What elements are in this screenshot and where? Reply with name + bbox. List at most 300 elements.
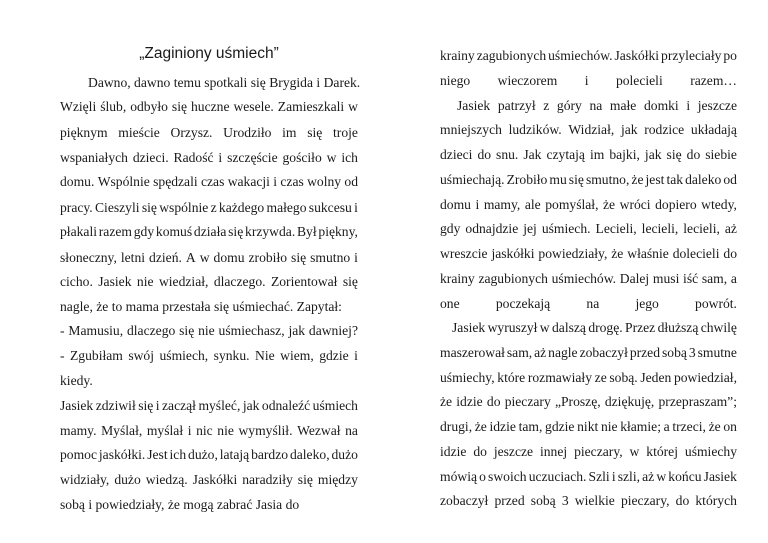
word: Zrobiło xyxy=(506,172,548,187)
word: w xyxy=(326,150,337,165)
word: na xyxy=(586,296,600,311)
word: idzie xyxy=(489,419,516,434)
word: i xyxy=(611,469,616,484)
word: dłuższą xyxy=(657,320,699,335)
word: im xyxy=(282,125,297,140)
word: jak xyxy=(620,122,638,137)
word: działa xyxy=(193,224,227,239)
text-line xyxy=(440,72,737,90)
word: mniejszych xyxy=(440,122,502,137)
word: się xyxy=(171,99,188,114)
word: czas xyxy=(280,174,304,189)
word: uśmiechów. xyxy=(548,48,613,63)
word: dzieci. xyxy=(132,150,169,165)
word: dzień. xyxy=(149,250,182,265)
word: przyleciały xyxy=(661,48,722,63)
word: piękny, xyxy=(318,224,358,239)
text-line xyxy=(452,319,737,337)
word: każdego xyxy=(218,200,265,215)
word: dalszą xyxy=(551,320,586,335)
text-line xyxy=(60,98,358,116)
word: drugi, xyxy=(440,419,473,434)
word: niego xyxy=(440,73,471,88)
word: mu xyxy=(549,172,567,187)
text-line xyxy=(440,220,737,238)
word: ze xyxy=(594,370,607,385)
word: iść xyxy=(683,271,699,286)
word: lecieli, xyxy=(683,221,720,236)
word: uczuciach. xyxy=(528,469,587,484)
text-line xyxy=(440,270,737,288)
word: Wzięli xyxy=(60,99,97,114)
word: płakali xyxy=(60,224,97,239)
word: krzywda. xyxy=(245,224,296,239)
word: do xyxy=(723,246,737,261)
word: myśleć, xyxy=(198,398,241,413)
word: powiedziały, xyxy=(538,246,608,261)
word: Jaskółki xyxy=(192,472,238,487)
word: wielkie xyxy=(574,493,615,508)
word: przed xyxy=(494,493,525,508)
text-line xyxy=(60,347,358,365)
word: trzeci, xyxy=(672,419,706,434)
word: daleko xyxy=(685,172,722,187)
word: nie xyxy=(600,419,618,434)
text-line: sobą i powiedziały, że mogą zabrać Jasia do xyxy=(60,497,300,512)
word: Wspólnie xyxy=(97,174,150,189)
word: aż xyxy=(724,221,737,236)
word: i xyxy=(686,98,691,113)
word: Jasiek xyxy=(703,469,737,484)
word: układają xyxy=(690,122,737,137)
word: się xyxy=(141,200,157,215)
word: Radość xyxy=(173,150,214,165)
word: Dalej xyxy=(619,271,650,286)
word: ale xyxy=(524,197,541,212)
word: tam, xyxy=(518,419,543,434)
word: synku. xyxy=(213,348,250,363)
text-line xyxy=(60,397,358,415)
word: Orzysz. xyxy=(170,125,213,140)
word: wspólnie xyxy=(159,200,209,215)
word: krainy xyxy=(440,271,475,286)
word: powiedział, xyxy=(673,370,737,385)
word: huczne xyxy=(190,99,230,114)
word: 3 xyxy=(561,493,569,508)
word: dopiero xyxy=(655,197,697,212)
word: w xyxy=(348,99,358,114)
word: jest xyxy=(645,172,665,187)
word: i xyxy=(354,200,358,215)
word: Widział, xyxy=(568,122,615,137)
word: na xyxy=(345,423,358,438)
word: się xyxy=(291,250,307,265)
word: nie xyxy=(217,423,234,438)
word: jaskółki xyxy=(491,246,535,261)
word: zobaczył xyxy=(579,345,628,360)
text-line xyxy=(60,422,358,440)
word: małego xyxy=(266,200,307,215)
word: odnajdzie xyxy=(465,221,519,236)
word: bardzo xyxy=(251,447,289,462)
word: że xyxy=(474,419,487,434)
word: o xyxy=(479,469,486,484)
word: krainy xyxy=(440,48,475,63)
word: smutno, xyxy=(585,172,630,187)
word: uśmiechasz, xyxy=(218,323,285,338)
word: i xyxy=(584,73,589,88)
word: troje xyxy=(333,125,358,140)
word: gościło xyxy=(282,150,322,165)
word: przepraszam”; xyxy=(658,394,737,409)
word: Myślał, xyxy=(101,423,143,438)
word: dawniej? xyxy=(308,323,358,338)
word: że xyxy=(708,419,721,434)
text-line xyxy=(60,322,358,340)
word: mamy. xyxy=(60,423,97,438)
word: się xyxy=(568,172,584,187)
word: między xyxy=(317,472,358,487)
word: sobą. xyxy=(609,370,638,385)
word: jak xyxy=(288,323,306,338)
word: gdzie xyxy=(545,419,575,434)
word: i xyxy=(273,174,278,189)
word: jak xyxy=(644,147,662,162)
word: Jak xyxy=(523,147,542,162)
word: rozmawiały xyxy=(527,370,593,385)
word: widziały, xyxy=(60,472,110,487)
word: sam, xyxy=(506,345,533,360)
text-line: Dawno, dawno temu spotkali się Brygida i Darek. xyxy=(88,75,361,90)
word: Jaskółki xyxy=(614,48,660,63)
word: snu. xyxy=(496,147,519,162)
word: wiedzą. xyxy=(145,472,188,487)
word: do xyxy=(477,147,492,162)
text-line xyxy=(60,471,358,489)
word: drogę. xyxy=(588,320,623,335)
word: swoich xyxy=(488,469,527,484)
word: Urodziło xyxy=(223,125,272,140)
word: jak xyxy=(242,398,260,413)
word: nagle xyxy=(548,345,578,360)
word: one xyxy=(440,296,460,311)
word: tak xyxy=(666,172,684,187)
word: uśmiechają. xyxy=(440,172,505,187)
word: im xyxy=(589,147,605,162)
word: Szli xyxy=(588,469,610,484)
word: że xyxy=(611,246,624,261)
word: nic xyxy=(196,423,213,438)
word: uśmiech xyxy=(312,398,358,413)
text-line xyxy=(440,295,737,313)
word: „Proszę, xyxy=(554,394,601,409)
word: dolecieli xyxy=(672,246,720,261)
word: której xyxy=(646,444,678,459)
word: wymyślił. xyxy=(238,423,293,438)
word: od xyxy=(344,174,358,189)
word: ślub, xyxy=(100,99,127,114)
word: pracy. xyxy=(60,200,93,215)
word: dlaczego xyxy=(126,323,176,338)
word: gdzie xyxy=(319,348,349,363)
word: Jasiek xyxy=(457,98,491,113)
word: Jeden xyxy=(640,370,672,385)
word: wolny xyxy=(307,174,342,189)
word: do xyxy=(686,147,701,162)
word: dużo xyxy=(114,472,141,487)
word: do xyxy=(675,493,690,508)
left-page xyxy=(60,0,361,543)
word: dlaczego. xyxy=(213,274,266,289)
text-line xyxy=(440,196,737,214)
word: w xyxy=(199,250,210,265)
word: i xyxy=(155,398,160,413)
word: bajki, xyxy=(609,147,640,162)
word: wyruszył xyxy=(487,320,538,335)
word: musi xyxy=(652,271,680,286)
word: dziękuję, xyxy=(604,394,655,409)
text-line xyxy=(440,418,737,436)
word: rodzice xyxy=(644,122,685,137)
text-line xyxy=(440,146,737,164)
text-line xyxy=(440,492,737,510)
text-line xyxy=(440,121,737,139)
word: i xyxy=(187,423,192,438)
text-line xyxy=(457,97,737,115)
word: w xyxy=(656,469,667,484)
text-line xyxy=(60,223,358,241)
word: wróci xyxy=(619,197,651,212)
word: czas xyxy=(200,174,225,189)
text-line xyxy=(60,273,358,291)
text-line xyxy=(60,173,358,191)
word: Jasiek xyxy=(98,274,132,289)
word: Jasiek xyxy=(60,398,94,413)
word: powrót. xyxy=(695,296,737,311)
word: na xyxy=(589,98,603,113)
word: swój xyxy=(128,348,155,363)
word: uśmiech. xyxy=(541,221,591,236)
word: pomoc xyxy=(60,447,97,462)
word: i xyxy=(354,250,358,265)
word: że xyxy=(603,197,616,212)
word: się xyxy=(138,398,154,413)
word: Przez xyxy=(625,320,656,335)
word: daleko, xyxy=(289,447,330,462)
word: letni xyxy=(120,250,146,265)
word: ich xyxy=(341,150,358,165)
word: że xyxy=(631,172,644,187)
word: do xyxy=(486,394,501,409)
word: w xyxy=(629,444,640,459)
word: 3 xyxy=(688,345,696,360)
word: końcu xyxy=(668,469,702,484)
word: zdziwił xyxy=(95,398,136,413)
word: wieczorem xyxy=(497,73,558,88)
word: Jasiek xyxy=(452,320,486,335)
word: zagubionych xyxy=(476,48,547,63)
word: naradziły xyxy=(242,472,293,487)
word: sam, xyxy=(701,271,728,286)
word: z xyxy=(543,98,550,113)
word: siebie xyxy=(705,147,737,162)
right-page xyxy=(440,0,737,543)
word: latają xyxy=(219,447,250,462)
word: gdy xyxy=(133,224,155,239)
word: zrobiło xyxy=(248,250,288,265)
word: domu xyxy=(440,197,471,212)
word: - xyxy=(60,348,65,363)
text-line: nagle, że to mama przestała się uśmiechać. Zapytał: xyxy=(60,299,342,314)
text-line xyxy=(440,344,737,362)
word: Zgubiłam xyxy=(70,348,123,363)
word: których xyxy=(695,493,737,508)
word: które xyxy=(497,370,526,385)
word: się xyxy=(179,323,195,338)
word: komuś xyxy=(155,224,193,239)
word: się xyxy=(297,472,313,487)
word: wtedy, xyxy=(701,197,737,212)
word: aż xyxy=(642,469,655,484)
word: pieczary xyxy=(504,394,551,409)
word: z xyxy=(210,200,217,215)
word: a xyxy=(663,419,670,434)
word: smutne xyxy=(697,345,737,360)
word: sukcesu xyxy=(308,200,352,215)
text-line xyxy=(440,47,737,65)
word: uśmiechy, xyxy=(440,370,495,385)
word: szczęście xyxy=(227,150,278,165)
word: sobą xyxy=(661,345,687,360)
word: - xyxy=(60,323,65,338)
text-line xyxy=(60,249,358,267)
word: mieście xyxy=(118,125,160,140)
text-line xyxy=(440,468,737,486)
word: kłamie; xyxy=(620,419,661,434)
word: domu. xyxy=(60,174,95,189)
word: po xyxy=(723,48,737,63)
word: że xyxy=(440,394,453,409)
word: maszerował xyxy=(440,345,505,360)
word: wspaniałych xyxy=(60,150,128,165)
word: chwilę xyxy=(700,320,737,335)
word: nikt xyxy=(577,419,599,434)
word: smutno xyxy=(310,250,351,265)
word: wakacji xyxy=(227,174,270,189)
word: on xyxy=(723,419,737,434)
word: właśnie xyxy=(627,246,669,261)
word: dużo, xyxy=(188,447,218,462)
text-line: kiedy. xyxy=(60,373,93,388)
word: jeszcze xyxy=(493,444,534,459)
word: jeszcze xyxy=(697,98,737,113)
word: A xyxy=(185,250,196,265)
word: gdy xyxy=(440,221,461,236)
word: uśmiechów. xyxy=(551,271,617,286)
word: dużo xyxy=(331,447,358,462)
word: cicho. xyxy=(60,274,93,289)
word: mówią xyxy=(440,469,477,484)
word: od xyxy=(723,172,737,187)
word: dzieci xyxy=(440,147,473,162)
word: wreszcie xyxy=(440,246,488,261)
word: zaczął xyxy=(162,398,196,413)
word: przed xyxy=(629,345,661,360)
story-title: „Zaginiony uśmiech” xyxy=(139,45,279,62)
text-line xyxy=(440,393,737,411)
word: odnaleźć xyxy=(261,398,311,413)
word: a xyxy=(730,271,737,286)
word: i xyxy=(354,348,358,363)
word: razem… xyxy=(690,73,737,88)
word: i xyxy=(475,197,480,212)
word: innej xyxy=(539,444,568,459)
word: poczekają xyxy=(495,296,551,311)
word: nie xyxy=(136,274,154,289)
text-line xyxy=(60,446,358,464)
word: wiedział, xyxy=(158,274,209,289)
word: lecieli, xyxy=(641,221,679,236)
word: się xyxy=(228,224,244,239)
word: patrzył xyxy=(497,98,536,113)
word: w xyxy=(539,320,550,335)
word: do xyxy=(473,444,487,459)
word: Wezwał xyxy=(297,423,341,438)
word: polecieli xyxy=(615,73,663,88)
word: ludzików. xyxy=(508,122,562,137)
text-line xyxy=(60,149,358,167)
word: myślał xyxy=(146,423,184,438)
word: się xyxy=(666,147,682,162)
word: uśmiech, xyxy=(159,348,209,363)
word: mamy, xyxy=(483,197,521,212)
text-line xyxy=(440,443,737,461)
word: Nie xyxy=(255,348,275,363)
word: Był xyxy=(296,224,317,239)
word: Mamusiu, xyxy=(68,323,124,338)
word: razem xyxy=(98,224,132,239)
word: nie xyxy=(198,323,215,338)
word: Cieszyli xyxy=(94,200,140,215)
word: się xyxy=(307,125,323,140)
text-line xyxy=(60,124,358,142)
word: uśmiechy xyxy=(684,444,737,459)
word: ich xyxy=(169,447,187,462)
word: góry xyxy=(556,98,582,113)
word: wiem, xyxy=(280,348,314,363)
word: idzie xyxy=(440,444,467,459)
word: odbyło xyxy=(130,99,168,114)
word: idzie xyxy=(456,394,483,409)
word: sobą xyxy=(530,493,556,508)
word: słoneczny, xyxy=(60,250,117,265)
word: pięknym xyxy=(60,125,108,140)
word: domki xyxy=(643,98,679,113)
word: aż xyxy=(534,345,547,360)
text-line xyxy=(440,171,737,189)
text-line xyxy=(60,199,358,217)
word: wesele. xyxy=(233,99,274,114)
word: małe xyxy=(609,98,637,113)
text-line xyxy=(440,245,737,263)
word: spędzali xyxy=(153,174,198,189)
word: i xyxy=(218,150,223,165)
word: jego xyxy=(635,296,659,311)
word: Zamieszkali xyxy=(277,99,345,114)
word: szli, xyxy=(617,469,641,484)
word: pomyślał, xyxy=(545,197,599,212)
word: zobaczył xyxy=(440,493,489,508)
